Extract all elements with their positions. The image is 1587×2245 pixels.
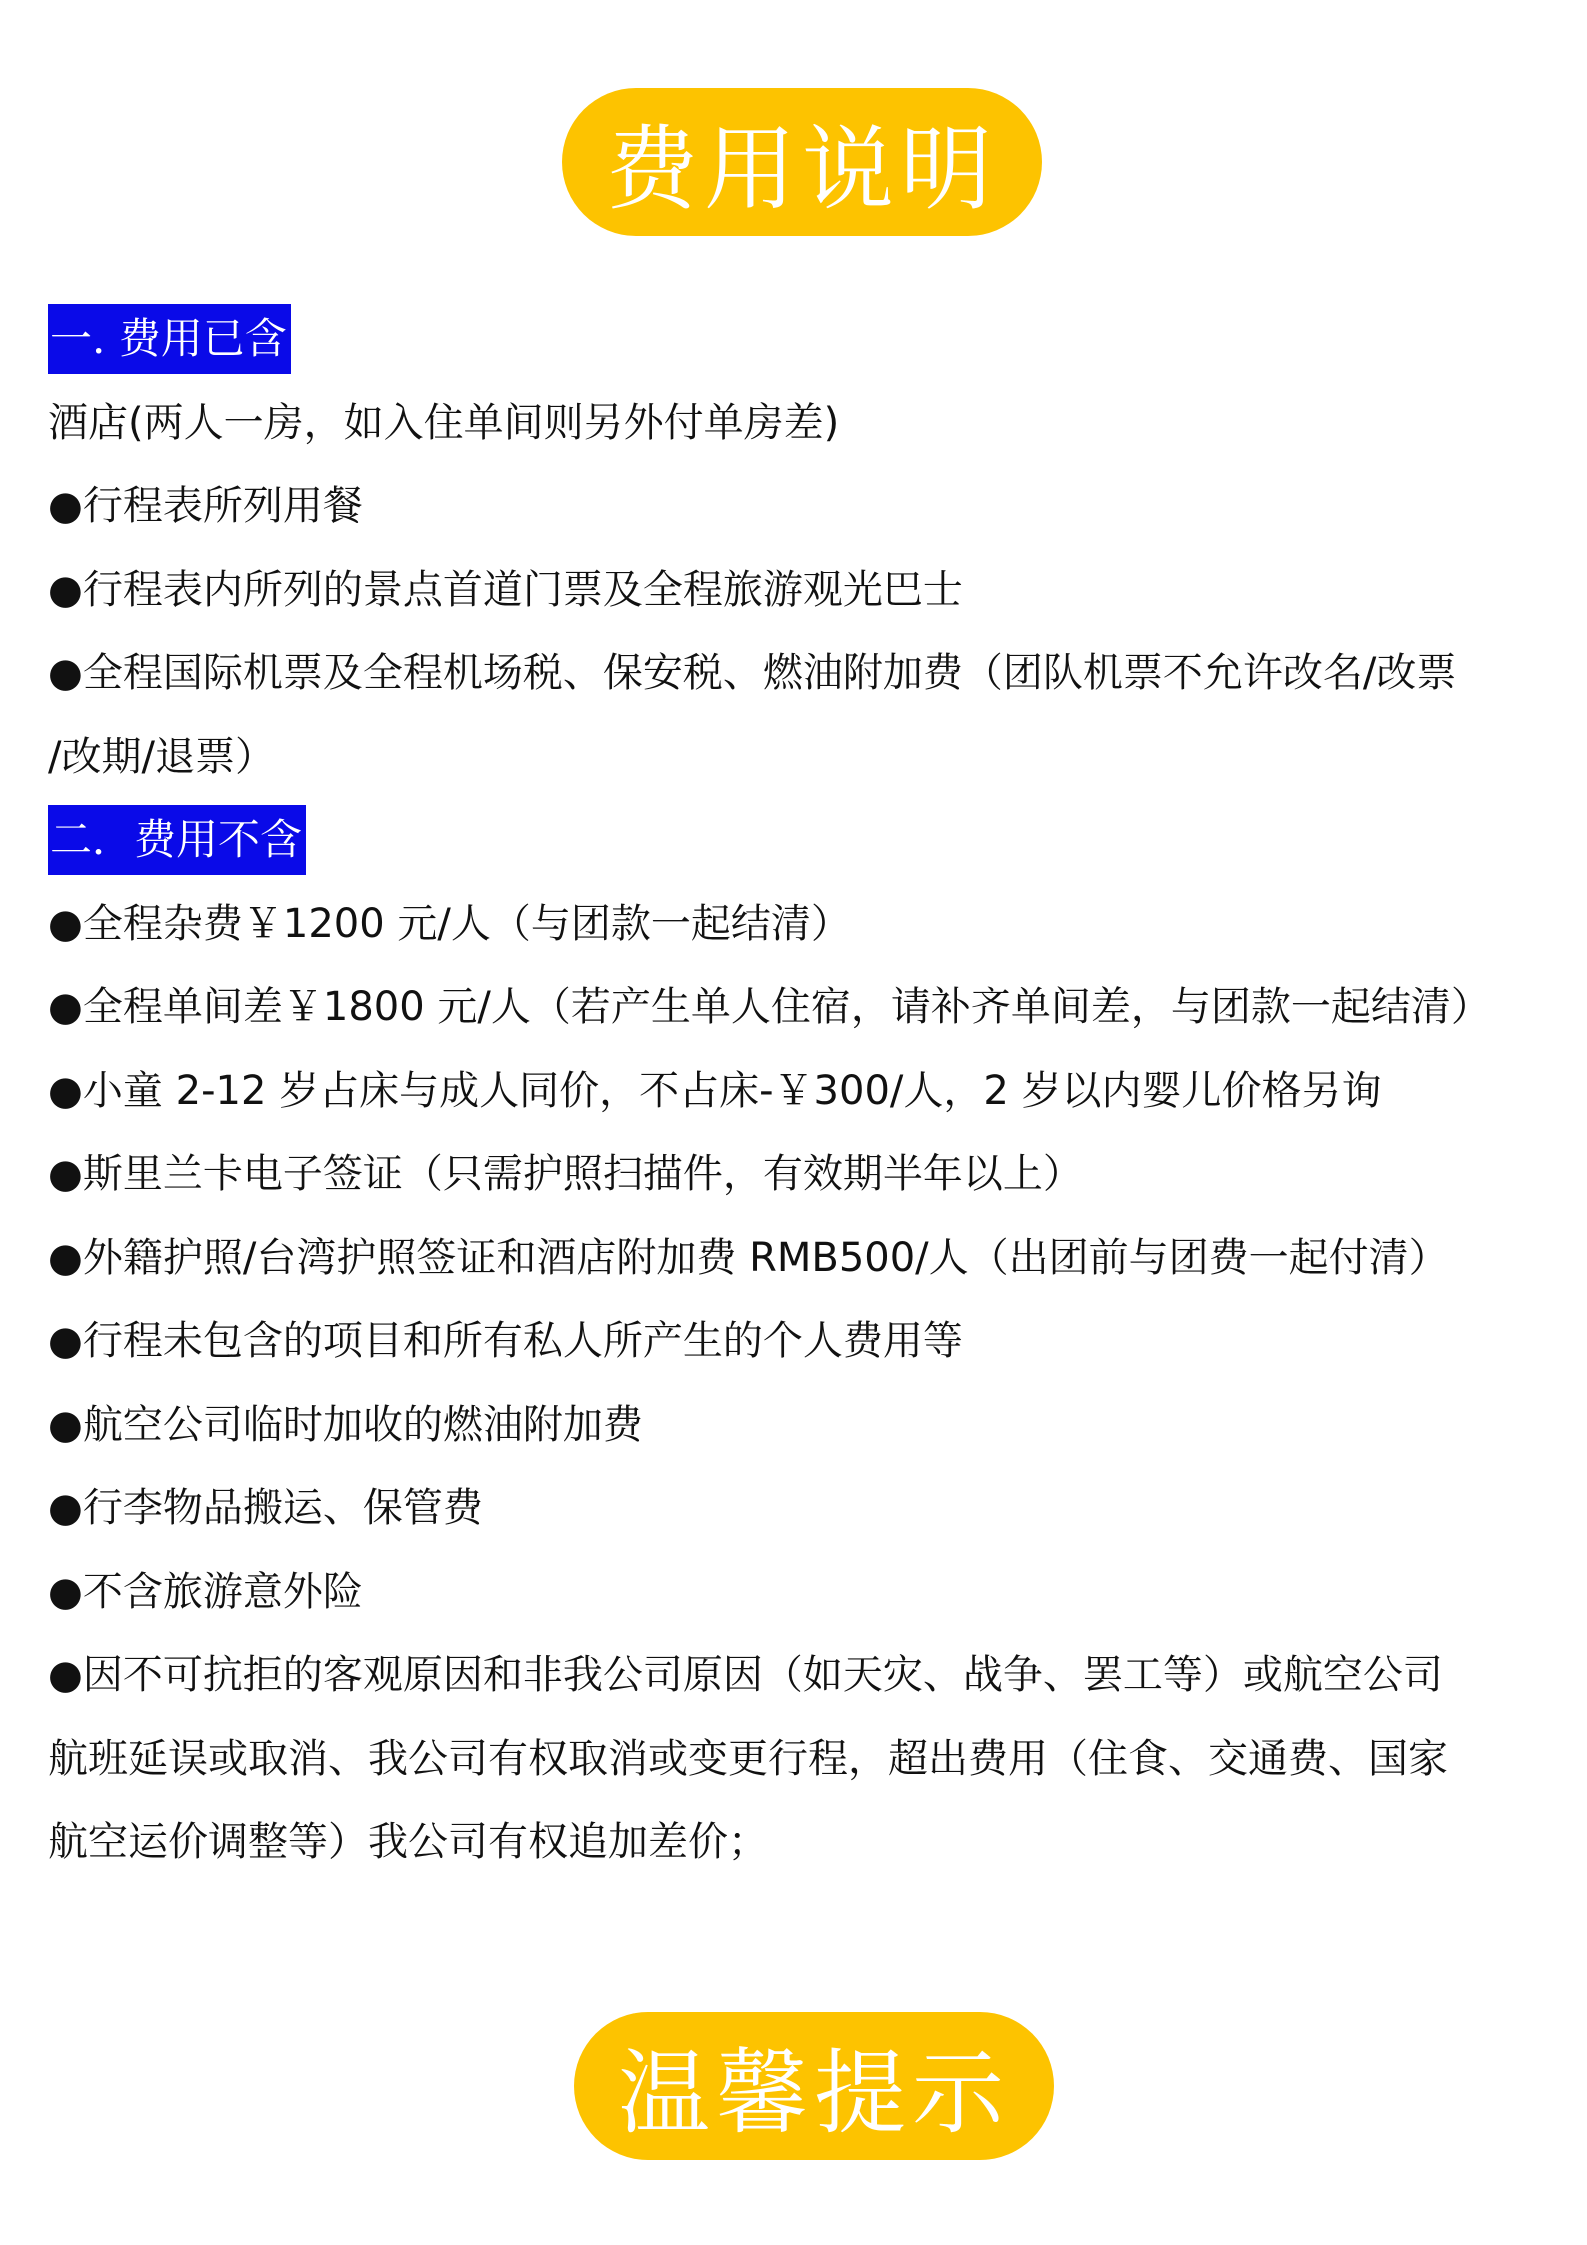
- excluded-heading: 二．费用不含: [48, 805, 306, 875]
- excluded-item: ●因不可抗拒的客观原因和非我公司原因（如天灾、战争、罢工等）或航空公司: [48, 1652, 1443, 1698]
- warm-tips-title: 温馨提示: [617, 2040, 1010, 2147]
- included-item: /改期/退票）: [48, 733, 275, 780]
- included-item: ●行程表内所列的景点首道门票及全程旅游观光巴士: [48, 566, 963, 613]
- included-heading: 一. 费用已含: [48, 304, 291, 374]
- excluded-item: ●斯里兰卡电子签证（只需护照扫描件，有效期半年以上）: [48, 1151, 1083, 1197]
- excluded-item: ●小童 2-12 岁占床与成人同价，不占床-￥300/人，2 岁以内婴儿价格另询: [48, 1067, 1382, 1114]
- included-item: ●行程表所列用餐: [48, 483, 363, 529]
- included-heading-row: [48, 298, 1548, 382]
- included-item: ●全程国际机票及全程机场税、保安税、燃油附加费（团队机票不允许改名/改票: [48, 650, 1457, 696]
- fee-description-title: 费用说明: [605, 116, 998, 223]
- excluded-item: 航空运价调整等）我公司有权追加差价；: [48, 1819, 768, 1865]
- excluded-item: 航班延误或取消、我公司有权取消或变更行程，超出费用（住食、交通费、国家: [48, 1735, 1448, 1782]
- excluded-item: ●行程未包含的项目和所有私人所产生的个人费用等: [48, 1318, 963, 1364]
- warm-tips-banner: [574, 2012, 1054, 2160]
- excluded-item: ●航空公司临时加收的燃油附加费: [48, 1401, 643, 1448]
- excluded-item: ●不含旅游意外险: [48, 1568, 363, 1615]
- excluded-item: ●行李物品搬运、保管费: [48, 1485, 483, 1531]
- excluded-item: ●全程单间差￥1800 元/人（若产生单人住宿，请补齐单间差，与团款一起结清）: [48, 984, 1491, 1030]
- included-item: 酒店(两人一房，如入住单间则另外付单房差): [48, 399, 840, 446]
- fee-content: [48, 298, 1548, 1885]
- excluded-item: ●外籍护照/台湾护照签证和酒店附加费 RMB500/人（出团前与团费一起付清）: [48, 1234, 1449, 1281]
- fee-description-banner: [562, 88, 1042, 236]
- excluded-item: ●全程杂费￥1200 元/人（与团款一起结清）: [48, 900, 851, 947]
- excluded-heading-row: [48, 799, 1548, 883]
